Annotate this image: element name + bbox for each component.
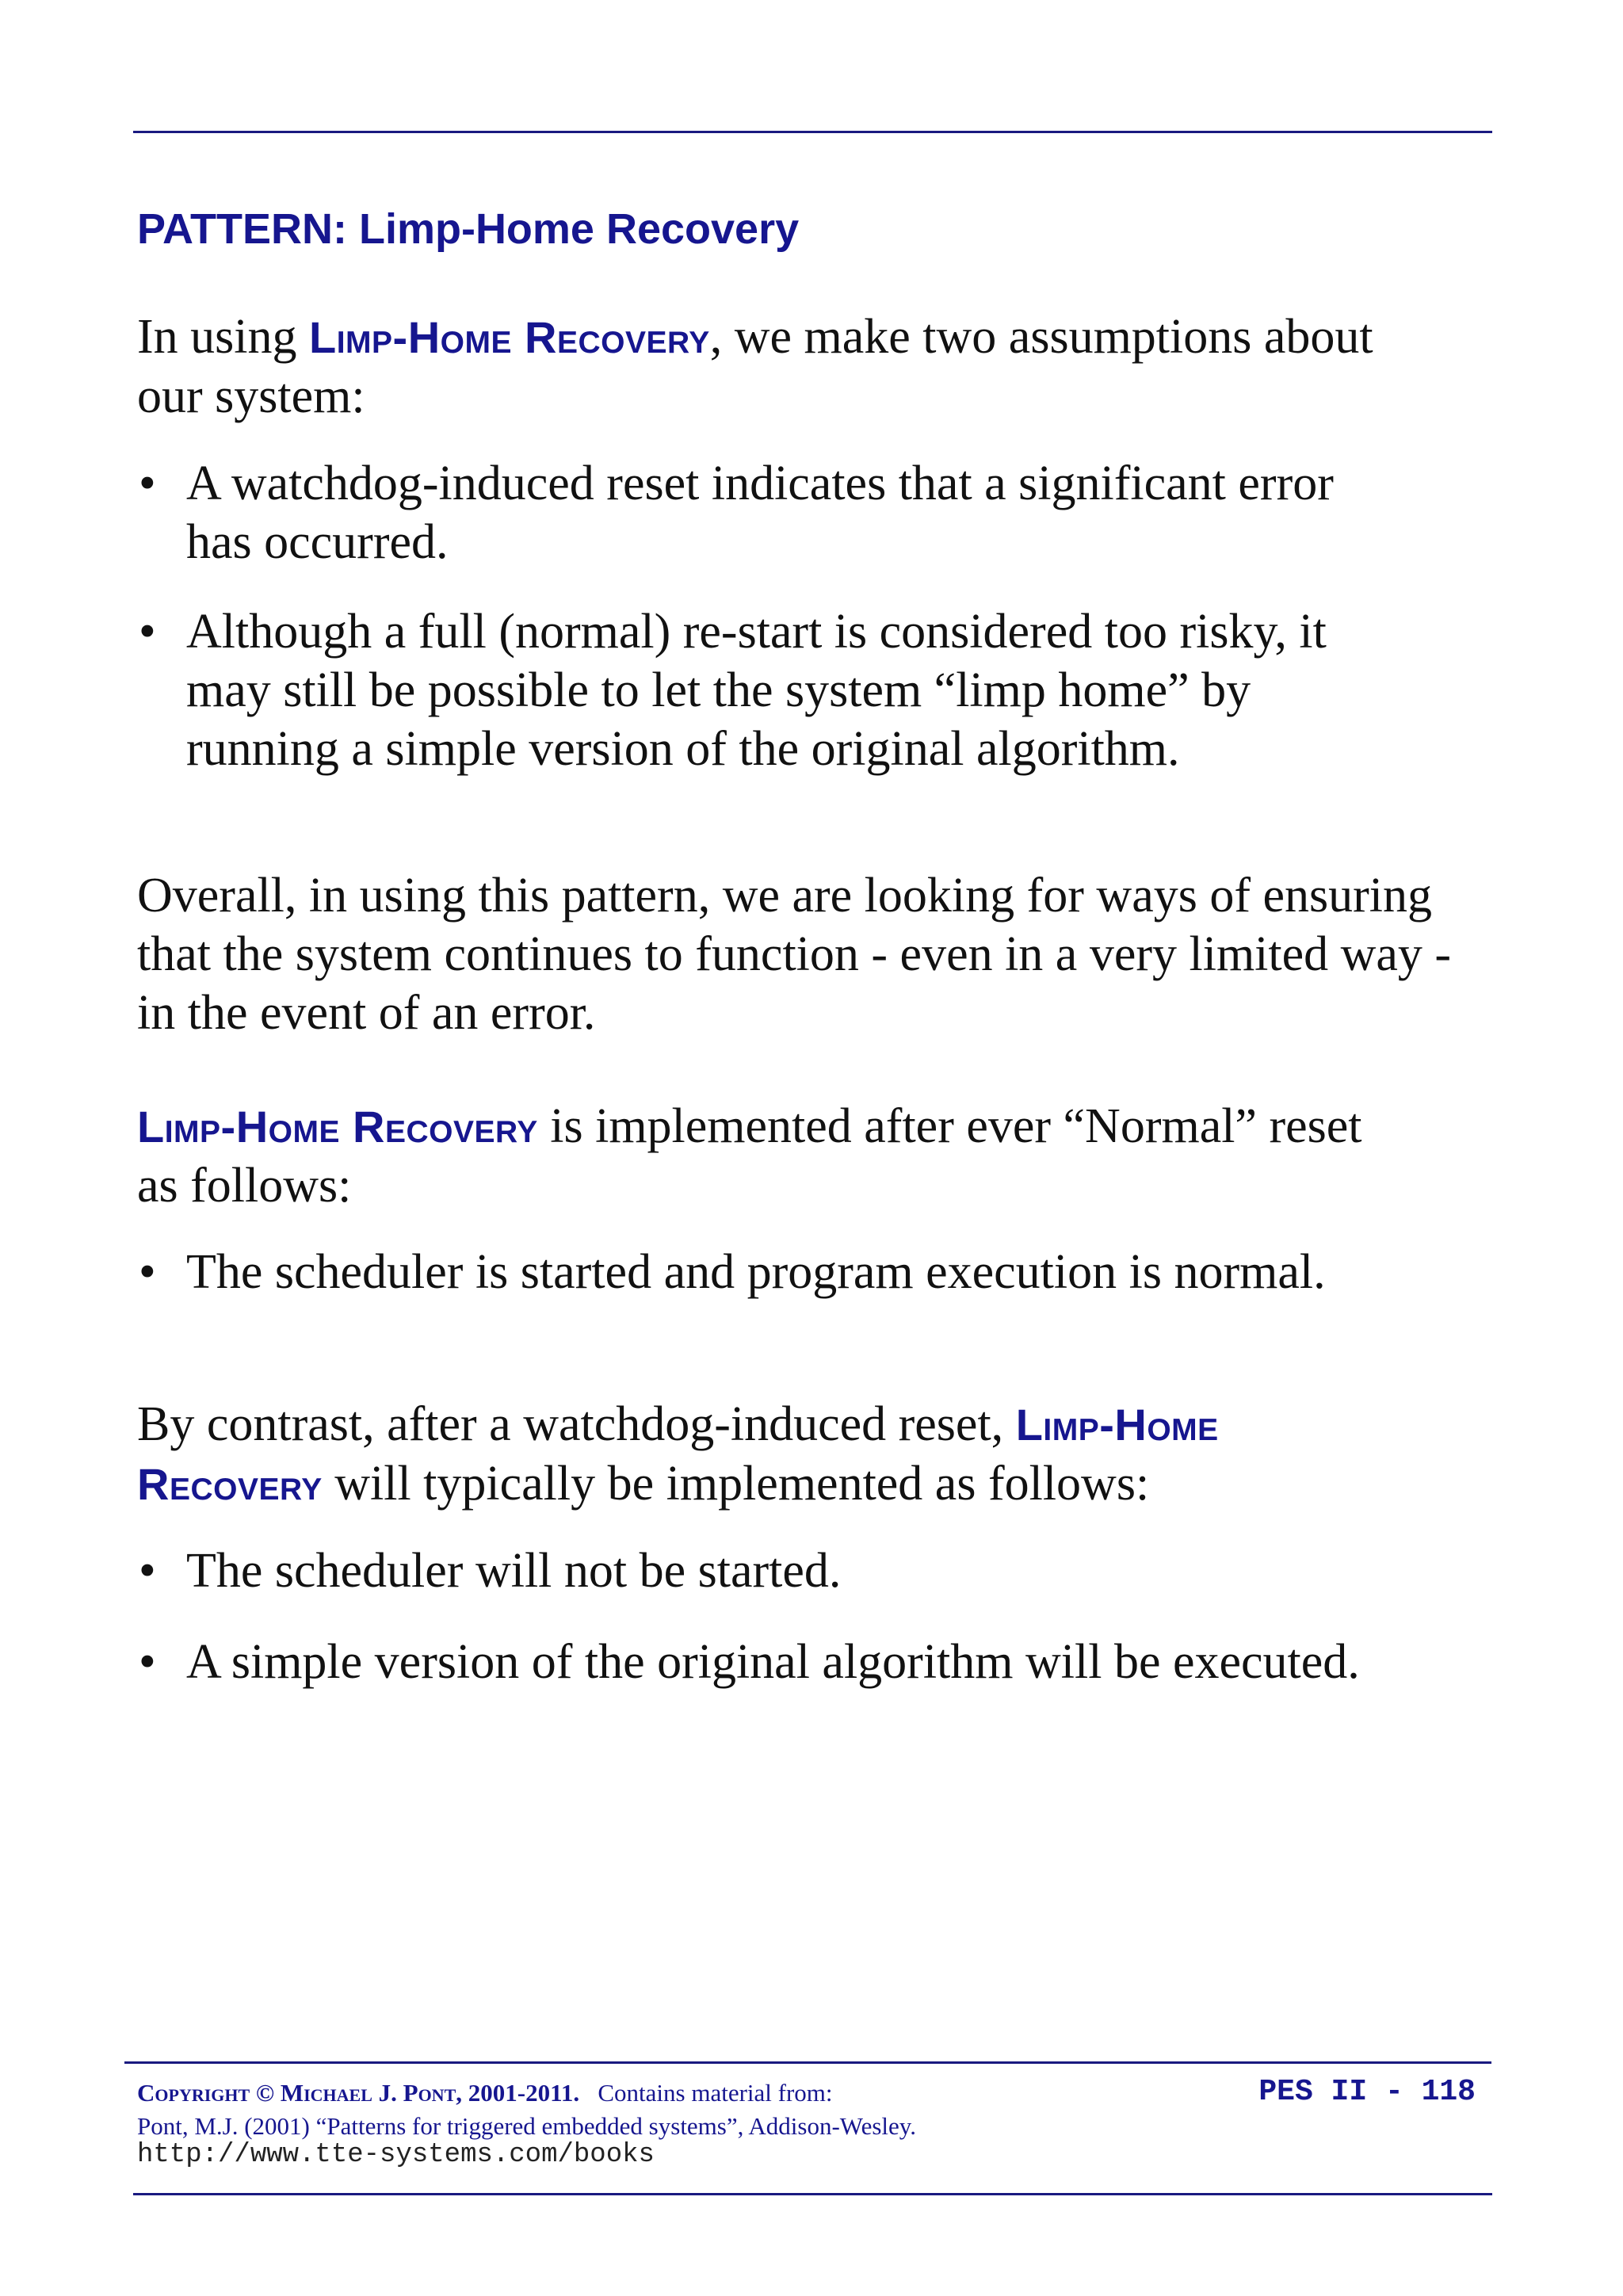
watchdog-reset-paragraph: By contrast, after a watchdog-induced reset, Limp-Home Recovery will typically be implemented as follows:: [137, 1397, 1219, 1511]
bullet-text: The scheduler is started and program execution is normal.: [186, 1245, 1326, 1299]
citation-text: Pont, M.J. (2001) “Patterns for triggered embedded systems”, Addison-Wesley.: [137, 2112, 917, 2140]
bullet-icon: •: [139, 1245, 156, 1299]
intro-after: , we make two assumptions about: [709, 310, 1373, 364]
footer-copyright: [137, 2076, 916, 2143]
contains-text: Contains material from:: [598, 2079, 833, 2107]
pattern-name: Limp-Home Recovery: [309, 312, 710, 362]
footer-url: http://www.tte-systems.com/books: [137, 2140, 655, 2170]
bullet-text: Although a full (normal) re-start is considered too risky, it may still be possible to let the system “limp home” by running a simple version of the original algorithm.: [186, 605, 1327, 776]
pattern-name-part2: Recovery: [137, 1459, 323, 1509]
intro-line2: our system:: [137, 369, 365, 423]
intro-before: In using: [137, 310, 309, 364]
page-title: PATTERN: Limp-Home Recovery: [137, 205, 800, 253]
bullet-text: The scheduler will not be started.: [186, 1544, 842, 1598]
page-number: PES II - 118: [1258, 2075, 1476, 2109]
pattern-name-part1: Limp-Home: [1015, 1400, 1219, 1450]
bullet-icon: •: [139, 605, 156, 659]
normal-reset-paragraph: Limp-Home Recovery is implemented after ever “Normal” reset as follows:: [137, 1099, 1362, 1213]
pattern-name: Limp-Home Recovery: [137, 1102, 538, 1152]
bullet-icon: •: [139, 1544, 156, 1598]
bullet-text: A simple version of the original algorithm will be executed.: [186, 1635, 1360, 1689]
copyright-text: Copyright © Michael J. Pont, 2001-2011.: [137, 2079, 580, 2107]
bullet-icon: •: [139, 457, 156, 510]
overall-paragraph: Overall, in using this pattern, we are looking for ways of ensuring that the system continues to function - even in a very limited way - in the event of an error.: [137, 869, 1452, 1040]
intro-paragraph: [137, 308, 1373, 426]
header-rule: [133, 131, 1492, 133]
footer-rule-bottom: [133, 2193, 1492, 2195]
footer-rule-top: [124, 2061, 1491, 2064]
bullet-text: A watchdog-induced reset indicates that a significant error has occurred.: [186, 457, 1334, 569]
bullet-icon: •: [139, 1635, 156, 1689]
